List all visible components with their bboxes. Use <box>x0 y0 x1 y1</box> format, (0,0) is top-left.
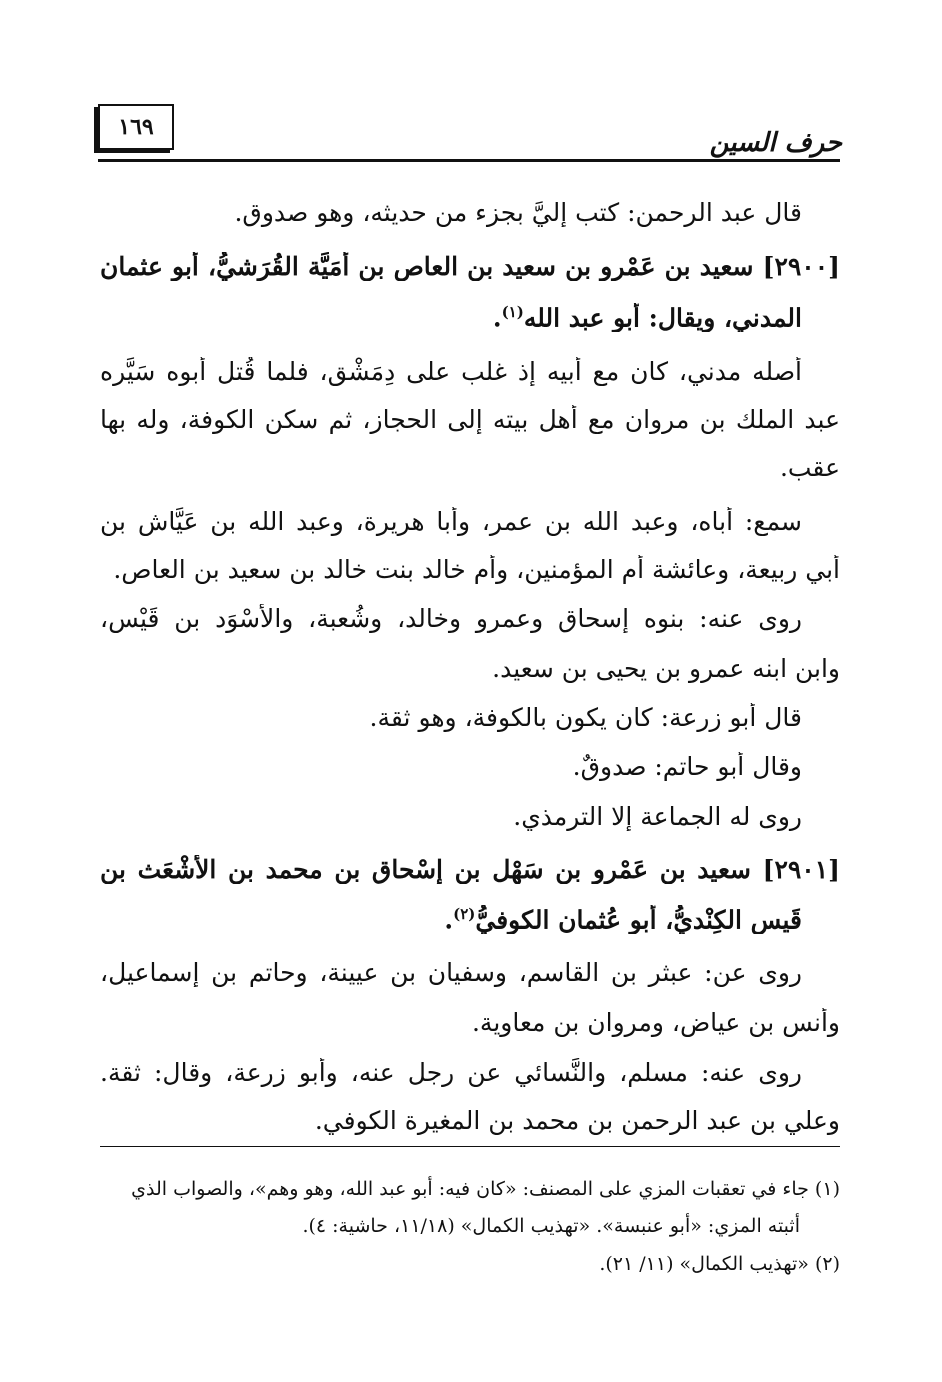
entry-heading-2901: [٢٩٠١] سعيد بن عَمْرو بن سَهْل بن إِسْحاق بن محمد بن الأَشْعَث بن <box>100 855 840 884</box>
text-line: روى عنه: مسلم، والنَّسائي عن رجل عنه، وأبو زرعة، وقال: ثقة. <box>100 1058 802 1087</box>
heading-text: قَيس الكِنْديُّ، أبو عُثمان الكوفيُّ <box>475 905 802 935</box>
text-line: عقب. <box>779 453 840 482</box>
entry-heading-2901-cont <box>100 905 840 934</box>
text-line: روى عن: عبثر بن القاسم، وسفيان بن عيينة، وحاتم بن إسماعيل، <box>100 958 802 987</box>
page-number: ١٦٩ <box>118 114 154 140</box>
text-line: عبد الملك بن مروان مع أهل بيته إلى الحجاز، ثم سكن الكوفة، وله بها <box>100 405 840 434</box>
entry-heading-2900: [٢٩٠٠] سعيد بن عَمْرو بن سعيد بن العاص بن أُمَيَّة القُرَشيُّ، أبو عثمان <box>100 252 840 281</box>
text-line: وعلي بن عبد الرحمن بن محمد بن المغيرة الكوفي. <box>314 1106 840 1135</box>
running-head: حرف السين <box>709 128 842 158</box>
footnote-ref-2: (٢) <box>453 905 476 923</box>
footnote-rule <box>100 1146 840 1147</box>
heading-stop: . <box>444 905 454 935</box>
entry-heading-2900-cont <box>100 303 840 332</box>
text-line: أبي ربيعة، وعائشة أم المؤمنين، وأم خالد بنت خالد بن سعيد بن العاص. <box>113 555 840 584</box>
text-line: أصله مدني، كان مع أبيه إذ غلب على دِمَشْق، فلما قُتل أبوه سَيَّره <box>100 357 802 386</box>
text-line: روى عنه: بنوه إسحاق وعمرو وخالد، وشُعبة، والأَسْوَد بن قَيْس، <box>100 604 802 633</box>
footnote-ref-1: (١) <box>501 303 524 321</box>
page-number-box <box>98 104 174 150</box>
text-line: روى له الجماعة إلا الترمذي. <box>513 802 802 831</box>
text-line: قال عبد الرحمن: كتب إليَّ بجزء من حديثه، وهو صدوق. <box>234 198 802 227</box>
footnote-1-cont: أثبته المزي: «أبو عنبسة». «تهذيب الكمال» (١١/١٨، حاشية: ٤). <box>302 1215 800 1237</box>
heading-text: المدني، ويقال: أبو عبد الله <box>523 303 802 333</box>
text-line: وابن ابنه عمرو بن يحيى بن سعيد. <box>492 654 840 683</box>
text-line: قال أبو زرعة: كان يكون بالكوفة، وهو ثقة. <box>369 703 802 732</box>
text-line: سمع: أباه، وعبد الله بن عمر، وأبا هريرة، وعبد الله بن عَيَّاش بن <box>100 507 802 536</box>
footnote-2: (٢) «تهذيب الكمال» (١١/ ٢١). <box>599 1253 840 1275</box>
heading-stop: . <box>492 303 502 333</box>
footnote-1: (١) جاء في تعقبات المزي على المصنف: «كان فيه: أبو عبد الله، وهو وهم»، والصواب الذي <box>131 1178 840 1200</box>
text-line: وقال أبو حاتم: صدوقٌ. <box>572 752 802 781</box>
text-line: وأنس بن عياض، ومروان بن معاوية. <box>471 1008 840 1037</box>
header-rule <box>98 159 840 162</box>
